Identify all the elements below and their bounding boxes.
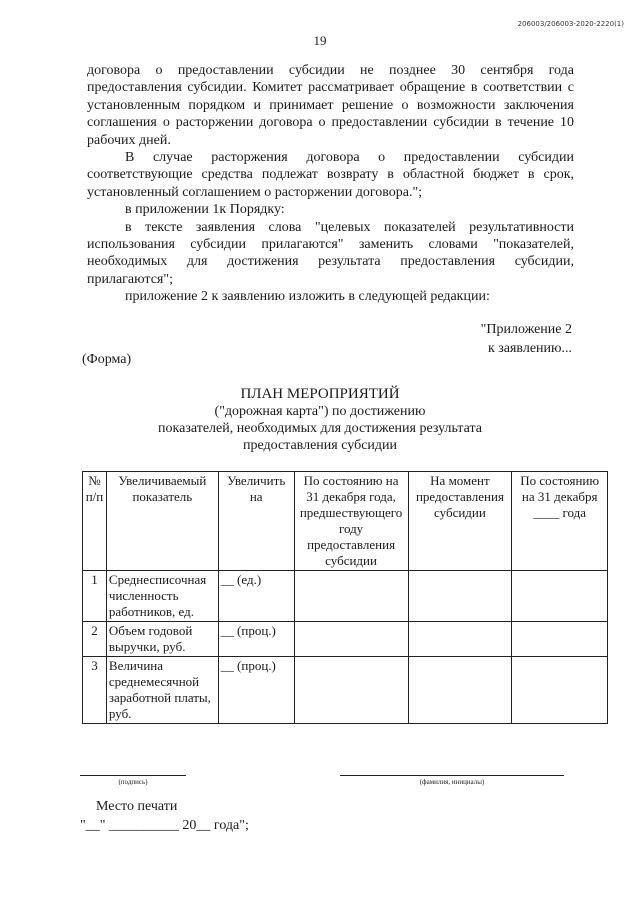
row-number: 3 xyxy=(83,657,107,724)
column-header: Увеличиваемый показатель xyxy=(106,472,218,571)
paragraph: В случае расторжения договора о предоставлении субсидии соответствующие средства подлежат возврату в областной бюджет в срок, установленный соглашением о расторжении договора."; xyxy=(87,150,574,200)
row-number: 1 xyxy=(83,571,107,622)
document-id: 206003/206003-2020-2220(1) xyxy=(517,20,624,28)
forma-label: (Форма) xyxy=(82,352,132,367)
appendix-line: "Приложение 2 xyxy=(480,322,572,337)
plan-table xyxy=(82,471,608,724)
column-header: По состоянию на 31 декабря года, предшествующего году предоставления субсидии xyxy=(294,472,408,571)
plan-title xyxy=(0,386,640,454)
paragraph: в тексте заявления слова "целевых показателей результативности использования субсидии прилагаются" заменить словами "показателей, необходимых для достижения результата предоставления субсидии, прилагаются"; xyxy=(87,219,574,287)
increase-cell: __ (проц.) xyxy=(218,622,294,657)
name-line xyxy=(340,775,564,786)
paragraph: приложение 2 к заявлению изложить в следующей редакции: xyxy=(125,289,490,305)
column-header: № п/п xyxy=(83,472,107,571)
indicator-cell: Объем годовой выручки, руб. xyxy=(106,622,218,657)
page-number: 19 xyxy=(313,33,327,48)
empty-cell xyxy=(294,622,408,657)
column-header: На момент предоставления субсидии xyxy=(408,472,512,571)
plan-title-line: предоставления субсидии xyxy=(242,438,398,453)
appendix-reference xyxy=(481,320,572,358)
empty-cell xyxy=(512,622,608,657)
empty-cell xyxy=(512,571,608,622)
empty-cell xyxy=(294,571,408,622)
name-caption: (фамилия, инициалы) xyxy=(419,778,485,786)
indicator-cell: Среднесписочная численность работников, ед. xyxy=(106,571,218,622)
empty-cell xyxy=(408,622,512,657)
signature-line xyxy=(80,775,186,786)
empty-cell xyxy=(408,571,512,622)
body-text xyxy=(87,62,574,306)
indicator-cell: Величина среднемесячной заработной платы, руб. xyxy=(106,657,218,724)
table-row xyxy=(83,622,608,657)
signature-caption: (подпись) xyxy=(118,778,148,786)
appendix-line: к заявлению... xyxy=(487,341,572,356)
date-line: "__" __________ 20__ года"; xyxy=(80,818,249,833)
paragraph: договора о предоставлении субсидии не позднее 30 сентября года предоставления субсидии. Комитет рассматривает обращение в соответствии с установленным порядком и принимает решение о возможности заключения соглашения о расторжении договора о предоставлении субсидии в течение 10 рабочих дней. xyxy=(87,63,574,148)
plan-title-line: ("дорожная карта") по достижению xyxy=(214,404,426,419)
table-header-row xyxy=(83,472,608,571)
column-header: Увеличить на xyxy=(218,472,294,571)
plan-title-line: ПЛАН МЕРОПРИЯТИЙ xyxy=(240,386,400,402)
plan-title-line: показателей, необходимых для достижения результата xyxy=(158,421,482,436)
seal-label: Место печати xyxy=(96,799,178,814)
table-row xyxy=(83,571,608,622)
paragraph: в приложении 1к Порядку: xyxy=(125,202,285,218)
empty-cell xyxy=(408,657,512,724)
column-header: По состоянию на 31 декабря ____ года xyxy=(512,472,608,571)
increase-cell: __ (проц.) xyxy=(218,657,294,724)
row-number: 2 xyxy=(83,622,107,657)
empty-cell xyxy=(294,657,408,724)
increase-cell: __ (ед.) xyxy=(218,571,294,622)
empty-cell xyxy=(512,657,608,724)
table-row xyxy=(83,657,608,724)
